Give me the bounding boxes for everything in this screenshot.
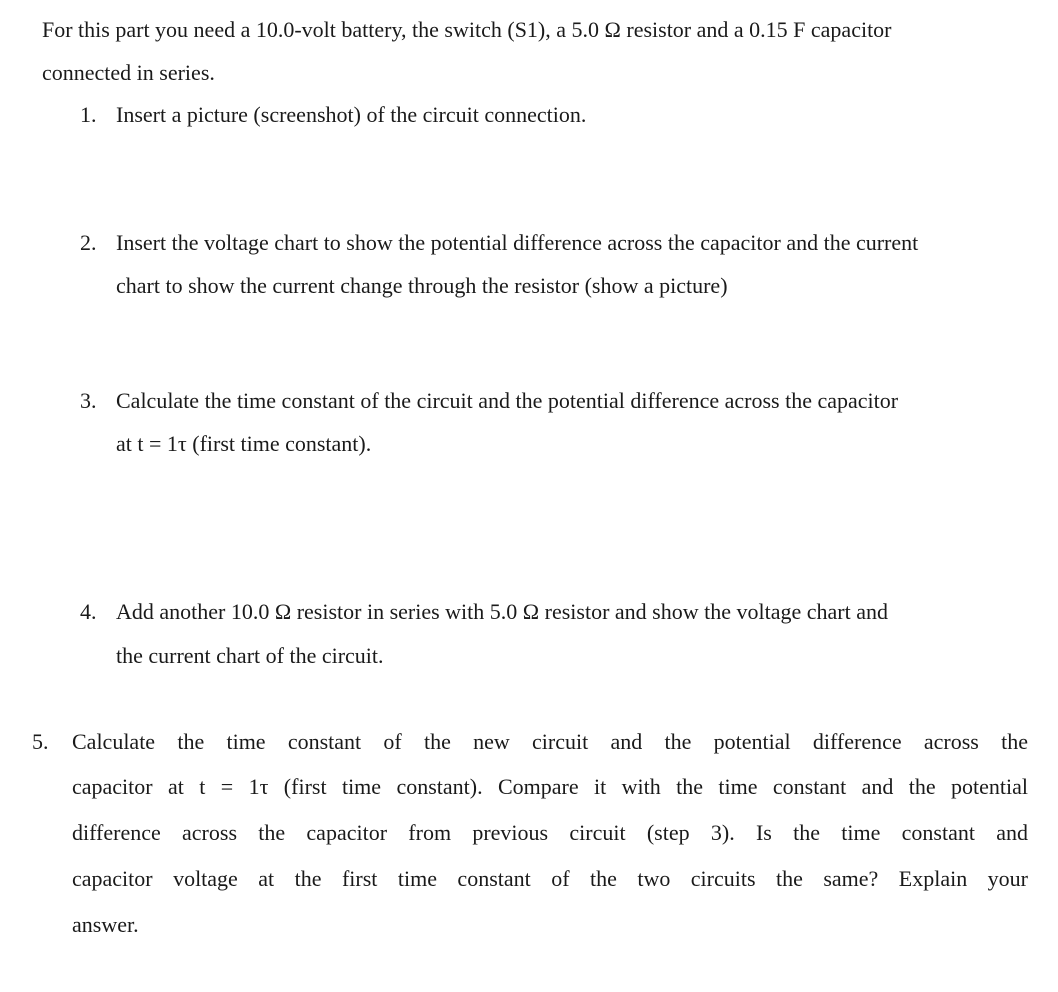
item-1-line-1: Insert a picture (screenshot) of the circuit connection. [116,102,587,127]
item-5-line-2: capacitor at t = 1τ (first time constant). Compare it with the time constant and the potential [72,774,1028,799]
intro-line-2: connected in series. [42,60,215,85]
item-3-line-1: Calculate the time constant of the circuit and the potential difference across the capacitor [116,388,899,413]
item-4-line-1: Add another 10.0 Ω resistor in series with 5.0 Ω resistor and show the voltage chart and [116,599,888,624]
item-5-line-4: capacitor voltage at the first time constant of the two circuits the same? Explain your [72,866,1028,891]
item-5-line-1: Calculate the time constant of the new circuit and the potential difference across the [72,729,1028,754]
item-5-line-5: answer. [72,912,139,937]
intro-line-1: For this part you need a 10.0-volt battery, the switch (S1), a 5.0 Ω resistor and a 0.15 F capacitor [42,17,892,42]
item-5-number: 5. [32,729,49,754]
item-1-number: 1. [80,102,97,127]
item-2-number: 2. [80,230,97,255]
item-2-line-2: chart to show the current change through the resistor (show a picture) [116,273,728,298]
item-2-line-1: Insert the voltage chart to show the potential difference across the capacitor and the current [116,230,919,255]
item-4-number: 4. [80,599,97,624]
item-3-number: 3. [80,388,97,413]
item-3-line-2: at t = 1τ (first time constant). [116,431,372,456]
item-4-line-2: the current chart of the circuit. [116,643,384,668]
item-5-line-3: difference across the capacitor from previous circuit (step 3). Is the time constant and [72,820,1028,845]
